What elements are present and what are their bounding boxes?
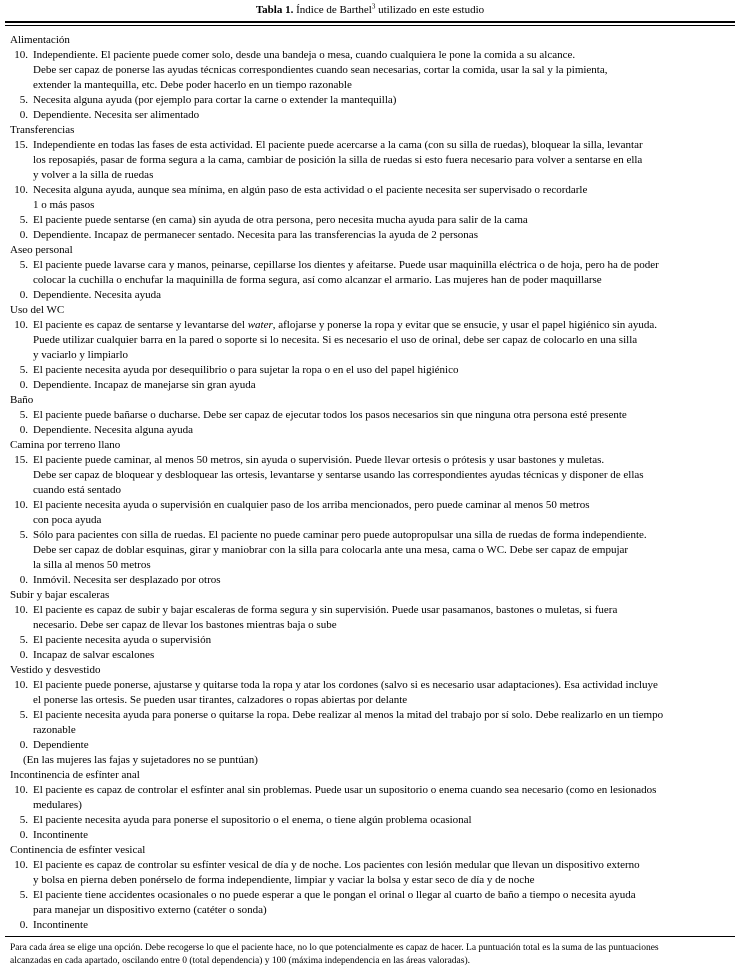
section-title: Alimentación [10, 34, 70, 46]
item-text-line: el ponerse las ortesis. Se pueden usar tirantes, calzadores o ropas abiertas por delante [33, 694, 408, 706]
score-value: 10. [14, 499, 28, 511]
item-text-line: El paciente puede sentarse (en cama) sin ayuda de otra persona, pero necesita mucha ayuda para salir de la cama [33, 214, 528, 226]
score-value: 0. [19, 289, 28, 301]
item-text-line: con poca ayuda [33, 514, 102, 526]
item-text-line: Necesita alguna ayuda (por ejemplo para cortar la carne o extender la mantequilla) [33, 94, 397, 106]
item-text-line: El paciente es capaz de subir y bajar escaleras de forma segura y sin supervisión. Puede usar pasamanos, bastones o muletas, si fuera [33, 604, 618, 616]
item-text-line: Necesita alguna ayuda, aunque sea mínima, en algún paso de esta actividad o el paciente necesita ser supervisado o recordarle [33, 184, 588, 196]
item-text-line: medulares) [33, 799, 82, 811]
item-text-line: Incontinente [33, 919, 88, 931]
score-value: 5. [19, 709, 28, 721]
score-item [10, 828, 732, 843]
section-title: Subir y bajar escaleras [10, 589, 110, 601]
score-value: 0. [19, 424, 28, 436]
score-value: 15. [14, 454, 28, 466]
top-rule-thin [5, 25, 735, 26]
item-text-line: El paciente necesita ayuda por desequilibrio o para sujetar la ropa o en el uso del papel higiénico [33, 364, 459, 376]
score-value: 0. [19, 739, 28, 751]
item-text-line: 1 o más pasos [33, 199, 95, 211]
score-value: 5. [19, 529, 28, 541]
section-title: Camina por terreno llano [10, 439, 121, 451]
top-rule-thick [5, 21, 735, 23]
item-text-line: El paciente necesita ayuda para ponerse o quitarse la ropa. Debe realizar al menos la mitad del trabajo por sí solo. Debe realizarlo en un tiempo [33, 709, 664, 721]
section-title: Vestido y desvestido [10, 664, 101, 676]
score-item [10, 408, 732, 423]
score-item [10, 678, 732, 708]
score-item [10, 528, 732, 573]
item-text-line: Dependiente. Necesita alguna ayuda [33, 424, 194, 436]
item-text-line: Puede utilizar cualquier barra en la pared o soporte si lo necesita. Si es necesario el uso de orinal, debe ser capaz de colocarlo en una silla [33, 334, 638, 346]
score-value: 0. [19, 919, 28, 931]
section-title: Continencia de esfínter vesical [10, 844, 146, 856]
score-item [10, 183, 732, 213]
item-text-line: El paciente necesita ayuda o supervisión [33, 634, 212, 646]
table-body [10, 33, 732, 933]
item-text-line: necesario. Debe ser capaz de llevar los bastones mientras baja o sube [33, 619, 337, 631]
score-value: 0. [19, 829, 28, 841]
item-text-line: y vaciarlo y limpiarlo [33, 349, 128, 361]
score-item [10, 258, 732, 288]
reference-superscript: 3 [371, 2, 376, 11]
item-text-line: Dependiente. Incapaz de permanecer sentado. Necesita para las transferencias la ayuda de 2 personas [33, 229, 478, 241]
item-text-line: Sólo para pacientes con silla de ruedas. El paciente no puede caminar pero puede autopropulsar una silla de ruedas de forma independiente. [33, 529, 647, 541]
score-item [10, 108, 732, 123]
item-text-line: El paciente puede caminar, al menos 50 metros, sin ayuda o supervisión. Puede llevar ortesis o prótesis y usar bastones y muletas. [33, 454, 605, 466]
footnote-line: alcanzadas en cada apartado, oscilando entre 0 (total dependencia) y 100 (máxima independencia en las áreas valoradas). [10, 956, 471, 966]
item-text-line: Independiente. El paciente puede comer solo, desde una bandeja o mesa, cuando cualquiera le pone la comida a su alcance. [33, 49, 576, 61]
score-item [10, 288, 732, 303]
score-item [10, 498, 732, 528]
item-text-line: Dependiente [33, 739, 89, 751]
item-text-line: Dependiente. Necesita ayuda [33, 289, 161, 301]
item-text-line: El paciente es capaz de controlar el esfínter anal sin problemas. Puede usar un supositorio o enema cuando sea necesario (como en lesionados [33, 784, 657, 796]
section-title: Baño [10, 394, 34, 406]
section-title: Uso del WC [10, 304, 65, 316]
score-value: 5. [19, 409, 28, 421]
score-item [10, 813, 732, 828]
section-title: Transferencias [10, 124, 75, 136]
score-value: 10. [14, 604, 28, 616]
item-text-line: razonable [33, 724, 76, 736]
item-text-line: Inmóvil. Necesita ser desplazado por otros [33, 574, 221, 586]
item-text-line: El paciente necesita ayuda o supervisión en cualquier paso de los arriba mencionados, pero puede caminar al menos 50 metros [33, 499, 590, 511]
table-label: Tabla 1. [255, 4, 294, 16]
score-value: 10. [14, 784, 28, 796]
section-title: Aseo personal [10, 244, 73, 256]
table-title-suffix: utilizado en este estudio [375, 4, 485, 16]
item-text-line: El paciente puede bañarse o ducharse. Debe ser capaz de ejecutar todos los pasos necesarios sin que ninguna otra persona esté presente [33, 409, 627, 421]
item-text-line: extender la mantequilla, etc. Debe poder hacerlo en un tiempo razonable [33, 79, 352, 91]
item-text-line: Dependiente. Incapaz de manejarse sin gran ayuda [33, 379, 256, 391]
score-value: 5. [19, 94, 28, 106]
table-footnote [10, 942, 732, 968]
item-text-line: El paciente tiene accidentes ocasionales o no puede esperar a que le pongan el orinal o llegar al cuarto de baño a tiempo o necesita ayuda [33, 889, 636, 901]
score-value: 5. [19, 259, 28, 271]
item-text-line: la silla al menos 50 metros [33, 559, 151, 571]
table-title-text: Índice de Barthel [296, 4, 372, 16]
score-value: 0. [19, 379, 28, 391]
score-item [10, 648, 732, 663]
score-value: 5. [19, 814, 28, 826]
item-text-line: Incontinente [33, 829, 88, 841]
score-item [10, 138, 732, 183]
score-value: 15. [14, 139, 28, 151]
section-note: (En las mujeres las fajas y sujetadores no se puntúan) [23, 754, 258, 766]
item-text-line: Independiente en todas las fases de esta actividad. El paciente puede acercarse a la cama (con su silla de ruedas), bloquear la silla, levantar [33, 139, 643, 151]
score-item [10, 858, 732, 888]
item-text-line: Dependiente. Necesita ser alimentado [33, 109, 200, 121]
score-item [10, 378, 732, 393]
score-item [10, 423, 732, 438]
item-text-line: Debe ser capaz de ponerse las ayudas técnicas correspondientes cuando sean necesarias, cortar la comida, usar la sal y la pimienta, [33, 64, 608, 76]
score-value: 10. [14, 49, 28, 61]
score-item [10, 318, 732, 363]
score-item [10, 708, 732, 738]
footnote-line: Para cada área se elige una opción. Debe recogerse lo que el paciente hace, no lo que potencialmente es capaz de hacer. La puntuación total es la suma de las puntuaciones [10, 943, 659, 953]
item-text-line: los reposapiés, pasar de forma segura a la cama, cambiar de posición la silla de ruedas si esto fuera necesario para volver a sentarse en ella [33, 154, 643, 166]
score-value: 5. [19, 214, 28, 226]
item-text-line: El paciente es capaz de sentarse y levantarse del water, aflojarse y ponerse la ropa y evitar que se ensucie, y usar el papel higiénico sin ayuda. [33, 319, 658, 331]
score-value: 0. [19, 649, 28, 661]
item-text-line: El paciente es capaz de controlar su esfínter vesical de día y de noche. Los pacientes con lesión medular que llevan un dispositivo externo [33, 859, 640, 871]
score-item [10, 453, 732, 498]
score-item [10, 918, 732, 933]
item-text-line: para manejar un dispositivo externo (catéter o sonda) [33, 904, 267, 916]
score-item [10, 633, 732, 648]
score-value: 5. [19, 634, 28, 646]
item-text-line: El paciente puede ponerse, ajustarse y quitarse toda la ropa y atar los cordones (salvo si es necesario usar adaptaciones). Esa actividad incluye [33, 679, 658, 691]
item-text-line: colocar la cuchilla o enchufar la maquinilla de forma segura, así como alcanzar el armario. Las mujeres han de poder maquillarse [33, 274, 602, 286]
score-value: 10. [14, 859, 28, 871]
item-text-line: cuando está sentado [33, 484, 121, 496]
item-text-line: y volver a la silla de ruedas [33, 169, 154, 181]
item-text-line: Debe ser capaz de doblar esquinas, girar y maniobrar con la silla para colocarla ante una mesa, cama o WC. Debe ser capaz de empujar [33, 544, 629, 556]
score-value: 10. [14, 319, 28, 331]
score-item [10, 228, 732, 243]
table-title [0, 3, 740, 17]
score-item [10, 48, 732, 93]
score-item [10, 738, 732, 753]
score-item [10, 603, 732, 633]
score-value: 0. [19, 229, 28, 241]
item-text-line: El paciente necesita ayuda para ponerse el supositorio o el enema, o tiene algún problema ocasional [33, 814, 472, 826]
score-item [10, 888, 732, 918]
score-value: 10. [14, 679, 28, 691]
bottom-rule [5, 936, 735, 937]
score-value: 10. [14, 184, 28, 196]
score-item [10, 363, 732, 378]
item-text-line: Incapaz de salvar escalones [33, 649, 155, 661]
section-title: Incontinencia de esfínter anal [10, 769, 140, 781]
score-item [10, 93, 732, 108]
item-text-line: El paciente puede lavarse cara y manos, peinarse, cepillarse los dientes y afeitarse. Puede usar maquinilla eléctrica o de hoja, pero ha de poder [33, 259, 659, 271]
item-text-line: y bolsa en pierna deben ponérselo de forma independiente, limpiar y vaciar la bolsa y estar seco de día y de noche [33, 874, 535, 886]
score-item [10, 783, 732, 813]
score-item [10, 213, 732, 228]
score-item [10, 573, 732, 588]
score-value: 0. [19, 574, 28, 586]
score-value: 0. [19, 109, 28, 121]
score-value: 5. [19, 364, 28, 376]
item-text-line: Debe ser capaz de bloquear y desbloquear las ortesis, levantarse y sentarse usando las correspondientes ayudas técnicas y disponer de ellas [33, 469, 644, 481]
score-value: 5. [19, 889, 28, 901]
